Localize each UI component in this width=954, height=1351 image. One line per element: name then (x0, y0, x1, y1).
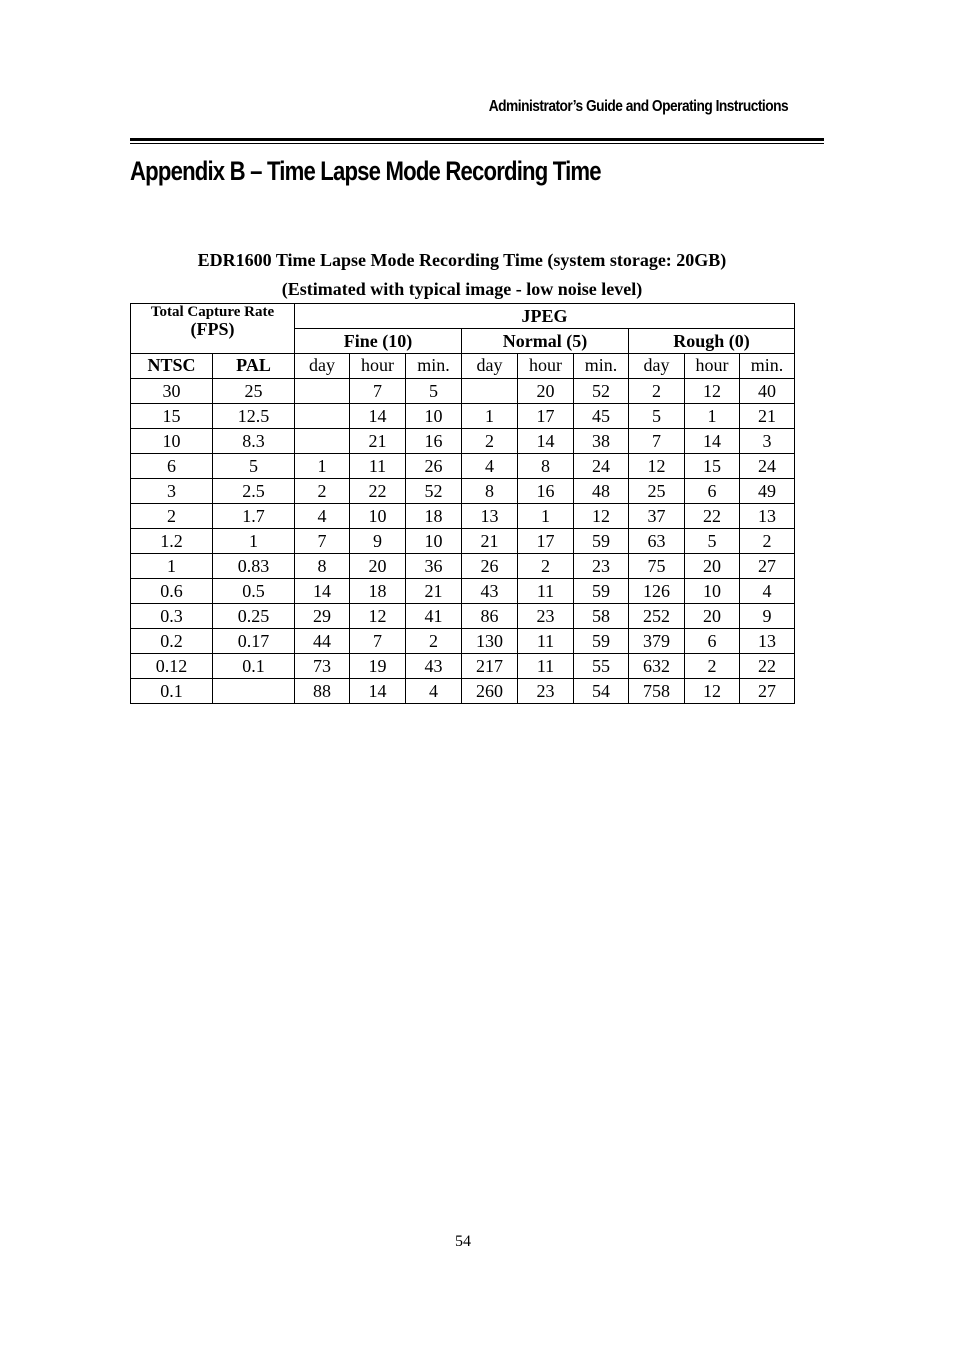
table-cell (295, 379, 350, 404)
table-cell: 20 (518, 379, 574, 404)
table-cell: 5 (213, 454, 295, 479)
table-row (131, 554, 795, 579)
table-cell: 73 (295, 654, 350, 679)
unit-header: day (462, 354, 518, 379)
table-cell: 13 (740, 504, 795, 529)
table-cell: 2 (629, 379, 685, 404)
table-cell: 26 (406, 454, 462, 479)
table-cell: 2 (131, 504, 213, 529)
table-cell: 0.5 (213, 579, 295, 604)
table-row (131, 629, 795, 654)
table-row (131, 504, 795, 529)
table-cell: 19 (350, 654, 406, 679)
table-cell: 49 (740, 479, 795, 504)
table-cell: 5 (629, 404, 685, 429)
table-cell: 23 (574, 554, 629, 579)
table-row (131, 579, 795, 604)
running-header: Administrator’s Guide and Operating Instructions (488, 98, 788, 115)
table-cell: 25 (213, 379, 295, 404)
table-cell: 21 (462, 529, 518, 554)
table-cell: 4 (406, 679, 462, 704)
table-cell: 11 (350, 454, 406, 479)
table-cell: 13 (462, 504, 518, 529)
table-cell: 14 (518, 429, 574, 454)
table-cell: 58 (574, 604, 629, 629)
table-row (131, 604, 795, 629)
table-cell: 2 (518, 554, 574, 579)
unit-header: hour (350, 354, 406, 379)
table-cell: 18 (350, 579, 406, 604)
table-cell: 22 (740, 654, 795, 679)
table-cell: 23 (518, 604, 574, 629)
table-cell: 6 (131, 454, 213, 479)
table-cell: 27 (740, 679, 795, 704)
quality-header-fine: Fine (10) (295, 329, 462, 354)
table-cell: 22 (350, 479, 406, 504)
table-cell: 20 (350, 554, 406, 579)
table-cell: 6 (685, 479, 740, 504)
table-cell: 7 (295, 529, 350, 554)
table-cell: 8 (518, 454, 574, 479)
table-cell: 379 (629, 629, 685, 654)
unit-header: hour (685, 354, 740, 379)
table-cell: 632 (629, 654, 685, 679)
table-cell: 126 (629, 579, 685, 604)
table-cell: 0.25 (213, 604, 295, 629)
table-cell: 0.12 (131, 654, 213, 679)
table-cell: 1 (295, 454, 350, 479)
recording-time-table (130, 303, 795, 704)
table-cell: 4 (462, 454, 518, 479)
header-rule-thick (130, 138, 824, 141)
unit-header: min. (406, 354, 462, 379)
table-cell: 1 (685, 404, 740, 429)
table-cell: 3 (131, 479, 213, 504)
header-rule-thin (130, 143, 824, 144)
table-cell: 10 (350, 504, 406, 529)
table-cell: 11 (518, 579, 574, 604)
unit-header: min. (740, 354, 795, 379)
table-cell: 59 (574, 579, 629, 604)
table-cell: 1.7 (213, 504, 295, 529)
table-cell: 2 (295, 479, 350, 504)
table-cell (295, 404, 350, 429)
table-cell: 40 (740, 379, 795, 404)
unit-header: day (629, 354, 685, 379)
table-cell: 24 (740, 454, 795, 479)
table-cell: 59 (574, 629, 629, 654)
table-cell: 59 (574, 529, 629, 554)
table-cell: 45 (574, 404, 629, 429)
table-cell: 12 (350, 604, 406, 629)
table-cell: 15 (685, 454, 740, 479)
table-cell: 43 (462, 579, 518, 604)
table-cell: 260 (462, 679, 518, 704)
table-row (131, 654, 795, 679)
page-number: 54 (455, 1233, 471, 1250)
table-cell: 63 (629, 529, 685, 554)
table-cell (213, 679, 295, 704)
quality-header-normal: Normal (5) (462, 329, 629, 354)
table-cell: 7 (350, 379, 406, 404)
table-cell: 217 (462, 654, 518, 679)
table-cell: 4 (740, 579, 795, 604)
table-cell: 9 (350, 529, 406, 554)
capture-rate-header (131, 304, 295, 354)
table-cell: 37 (629, 504, 685, 529)
table-cell: 5 (406, 379, 462, 404)
table-cell: 0.3 (131, 604, 213, 629)
table-cell: 16 (406, 429, 462, 454)
table-cell: 17 (518, 404, 574, 429)
format-header: JPEG (295, 304, 795, 329)
table-cell: 0.1 (131, 679, 213, 704)
table-cell: 15 (131, 404, 213, 429)
table-cell: 2 (406, 629, 462, 654)
table-cell: 25 (629, 479, 685, 504)
table-cell: 52 (406, 479, 462, 504)
table-cell: 11 (518, 629, 574, 654)
table-cell: 5 (685, 529, 740, 554)
table-cell: 38 (574, 429, 629, 454)
table-cell: 55 (574, 654, 629, 679)
table-cell: 252 (629, 604, 685, 629)
table-cell: 44 (295, 629, 350, 654)
table-row (131, 679, 795, 704)
table-cell (295, 429, 350, 454)
table-cell: 7 (350, 629, 406, 654)
table-cell: 0.1 (213, 654, 295, 679)
table-cell: 75 (629, 554, 685, 579)
table-cell: 2 (685, 654, 740, 679)
table-cell: 9 (740, 604, 795, 629)
table-cell: 1 (462, 404, 518, 429)
table-cell: 88 (295, 679, 350, 704)
table-cell: 27 (740, 554, 795, 579)
table-cell: 6 (685, 629, 740, 654)
table-cell: 16 (518, 479, 574, 504)
table-row (131, 529, 795, 554)
table-cell: 10 (406, 529, 462, 554)
table-row (131, 429, 795, 454)
appendix-title: Appendix B – Time Lapse Mode Recording Time (130, 156, 601, 186)
table-cell: 12.5 (213, 404, 295, 429)
table-cell: 11 (518, 654, 574, 679)
table-cell: 12 (629, 454, 685, 479)
ntsc-header: NTSC (131, 354, 213, 379)
table-cell: 24 (574, 454, 629, 479)
table-row (131, 404, 795, 429)
unit-header: min. (574, 354, 629, 379)
table-cell: 12 (685, 379, 740, 404)
table-cell: 21 (350, 429, 406, 454)
table-cell: 26 (462, 554, 518, 579)
table-cell: 86 (462, 604, 518, 629)
table-cell: 10 (406, 404, 462, 429)
pal-header: PAL (213, 354, 295, 379)
table-cell: 10 (685, 579, 740, 604)
table-cell: 0.83 (213, 554, 295, 579)
table-cell: 3 (740, 429, 795, 454)
table-cell: 8.3 (213, 429, 295, 454)
table-cell: 20 (685, 604, 740, 629)
table-row (131, 454, 795, 479)
table-cell: 48 (574, 479, 629, 504)
table-caption-title: EDR1600 Time Lapse Mode Recording Time (system storage: 20GB) (197, 250, 727, 270)
table-cell: 14 (685, 429, 740, 454)
table-cell: 12 (574, 504, 629, 529)
table-cell: 7 (629, 429, 685, 454)
table-cell: 17 (518, 529, 574, 554)
table-cell: 1 (131, 554, 213, 579)
table-cell: 21 (406, 579, 462, 604)
table-cell: 20 (685, 554, 740, 579)
table-cell: 14 (350, 404, 406, 429)
unit-header: hour (518, 354, 574, 379)
table-header-row (131, 304, 795, 329)
table-cell: 22 (685, 504, 740, 529)
table-cell: 0.17 (213, 629, 295, 654)
table-cell: 1 (518, 504, 574, 529)
table-cell: 14 (350, 679, 406, 704)
table-cell: 43 (406, 654, 462, 679)
table-cell: 12 (685, 679, 740, 704)
table-cell: 0.6 (131, 579, 213, 604)
table-cell: 29 (295, 604, 350, 629)
table-caption-subtitle: (Estimated with typical image - low noise level) (281, 279, 643, 299)
table-cell: 2 (740, 529, 795, 554)
table-cell: 52 (574, 379, 629, 404)
fps-label: (FPS) (190, 319, 235, 339)
table-cell: 758 (629, 679, 685, 704)
table-cell: 18 (406, 504, 462, 529)
table-cell: 1 (213, 529, 295, 554)
table-cell: 1.2 (131, 529, 213, 554)
table-cell: 41 (406, 604, 462, 629)
table-cell: 2 (462, 429, 518, 454)
unit-header: day (295, 354, 350, 379)
table-cell: 4 (295, 504, 350, 529)
table-cell: 21 (740, 404, 795, 429)
table-row (131, 379, 795, 404)
table-cell: 8 (462, 479, 518, 504)
table-cell: 23 (518, 679, 574, 704)
table-cell: 13 (740, 629, 795, 654)
table-cell (462, 379, 518, 404)
table-cell: 30 (131, 379, 213, 404)
table-cell: 54 (574, 679, 629, 704)
table-cell: 36 (406, 554, 462, 579)
table-cell: 0.2 (131, 629, 213, 654)
table-cell: 2.5 (213, 479, 295, 504)
table-row (131, 479, 795, 504)
capture-rate-label: Total Capture Rate (150, 304, 275, 320)
quality-header-rough: Rough (0) (629, 329, 795, 354)
table-cell: 8 (295, 554, 350, 579)
table-cell: 10 (131, 429, 213, 454)
table-cell: 130 (462, 629, 518, 654)
unit-header-row (131, 354, 795, 379)
table-cell: 14 (295, 579, 350, 604)
